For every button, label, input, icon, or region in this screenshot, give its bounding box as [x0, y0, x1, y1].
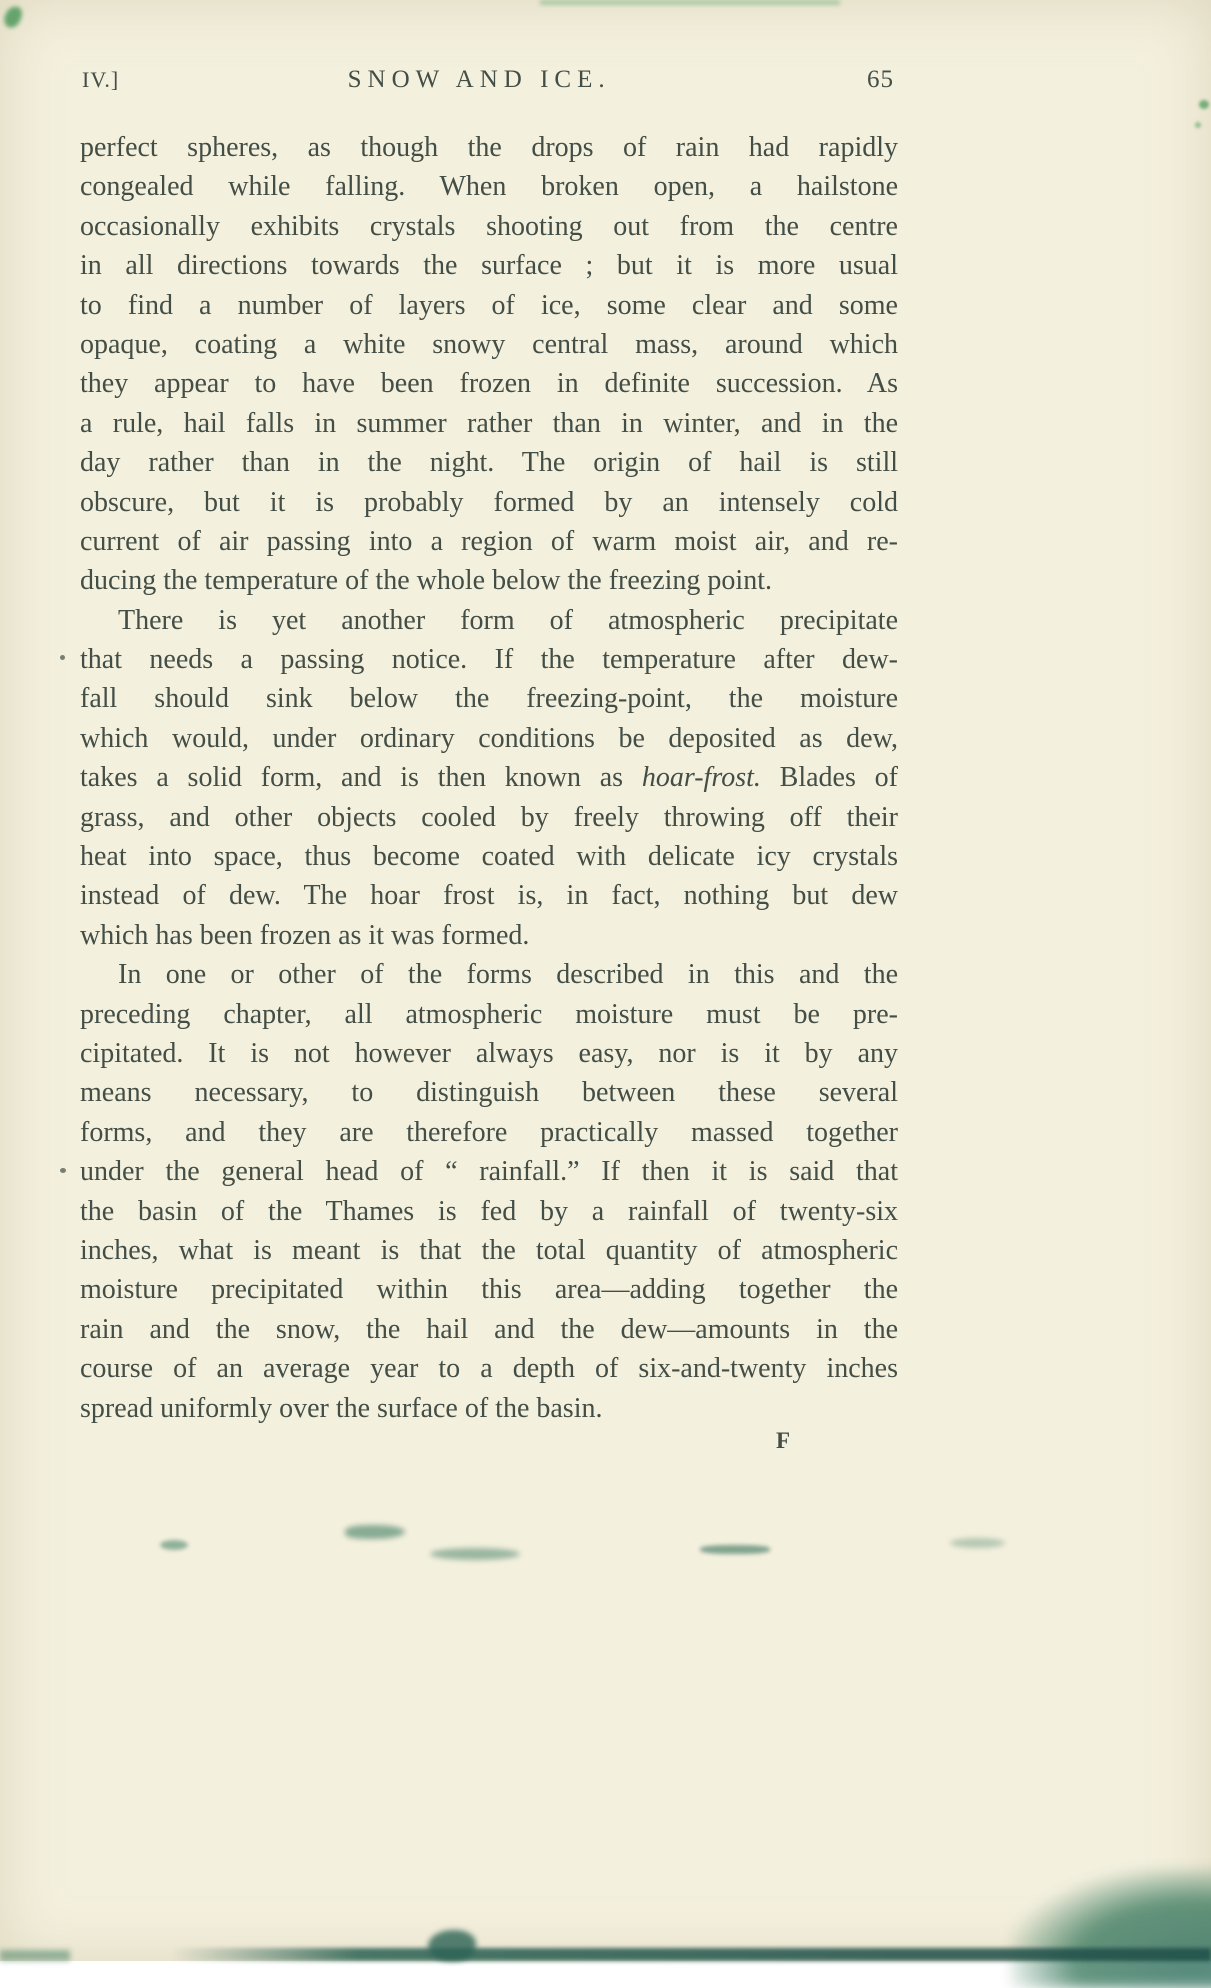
ink-speck: [60, 655, 65, 660]
body-text: [80, 128, 898, 1428]
text-line: day rather than in the night. The origin of hail is still: [80, 447, 898, 479]
text-line: In one or other of the forms described in this and the: [118, 959, 898, 991]
text-line: the basin of the Thames is fed by a rainfall of twenty-six: [80, 1195, 898, 1227]
paragraph: [80, 128, 898, 601]
scan-artifact: [160, 1540, 188, 1550]
scan-artifact: [170, 1948, 1211, 1961]
page-number: 65: [867, 66, 894, 93]
text-line: There is yet another form of atmospheric precipitate: [118, 604, 898, 636]
text-line: opaque, coating a white snowy central mass, around which: [80, 328, 898, 360]
text-line: course of an average year to a depth of six-and-twenty inches: [80, 1353, 898, 1385]
text-line: a rule, hail falls in summer rather than in winter, and in the: [80, 407, 898, 439]
text-line: heat into space, thus become coated with delicate icy crystals: [80, 841, 898, 873]
text-line: perfect spheres, as though the drops of rain had rapidly: [80, 132, 898, 163]
text-line: in all directions towards the surface ; but it is more usual: [80, 250, 898, 282]
text-line: which has been frozen as it was formed.: [80, 919, 530, 951]
text-line: means necessary, to distinguish between these several: [80, 1077, 898, 1109]
paragraph: [80, 955, 898, 1428]
scan-artifact: [700, 1545, 770, 1554]
scan-artifact: [1010, 1868, 1211, 1988]
text-line: cipitated. It is not however always easy, nor is it by any: [80, 1037, 898, 1069]
text-line: that needs a passing notice. If the temperature after dew-: [80, 644, 898, 676]
text-line: they appear to have been frozen in definite succession. As: [80, 368, 898, 400]
text-line: to find a number of layers of ice, some clear and some: [80, 289, 898, 321]
scan-artifact: [430, 1548, 520, 1560]
signature-mark: F: [776, 1428, 792, 1453]
text-line: obscure, but it is probably formed by an intensely cold: [80, 486, 898, 518]
text-line: grass, and other objects cooled by freely throwing off their: [80, 801, 898, 833]
page-header: [82, 66, 894, 94]
text-line: rain and the snow, the hail and the dew—amounts in the: [80, 1313, 898, 1345]
text-line: takes a solid form, and is then known as hoar-frost. Blades of: [80, 762, 899, 794]
text-line: moisture precipitated within this area—adding together the: [80, 1274, 898, 1306]
text-line: fall should sink below the freezing-point, the moisture: [80, 683, 898, 715]
text-line: preceding chapter, all atmospheric moisture must be pre-: [80, 998, 898, 1030]
text-line: occasionally exhibits crystals shooting out from the centre: [80, 210, 898, 242]
scan-artifact: [540, 0, 840, 5]
scan-artifact: [428, 1930, 476, 1961]
text-line: inches, what is meant is that the total quantity of atmospheric: [80, 1234, 898, 1266]
text-line: congealed while falling. When broken open, a hailstone: [80, 171, 898, 203]
scan-artifact: [345, 1525, 405, 1539]
text-line: spread uniformly over the surface of the basin.: [80, 1392, 603, 1424]
text-line: forms, and they are therefore practically massed together: [80, 1116, 898, 1148]
text-line: under the general head of “ rainfall.” If then it is said that: [80, 1156, 898, 1188]
text-line: current of air passing into a region of warm moist air, and re-: [80, 525, 898, 557]
text-line: ducing the temperature of the whole below the freezing point.: [80, 565, 772, 597]
scan-artifact: [950, 1538, 1005, 1548]
text-line: instead of dew. The hoar frost is, in fact, nothing but dew: [80, 880, 898, 912]
scan-artifact: [1199, 100, 1209, 109]
scan-artifact: [1195, 122, 1201, 128]
running-title: SNOW AND ICE.: [347, 66, 611, 93]
ink-speck: [60, 1168, 66, 1173]
chapter-label: IV.]: [82, 67, 120, 92]
scan-artifact: [0, 1950, 70, 1961]
text-line: which would, under ordinary conditions be deposited as dew,: [80, 722, 898, 754]
scan-artifact: [2, 4, 24, 30]
paragraph: [80, 601, 898, 956]
